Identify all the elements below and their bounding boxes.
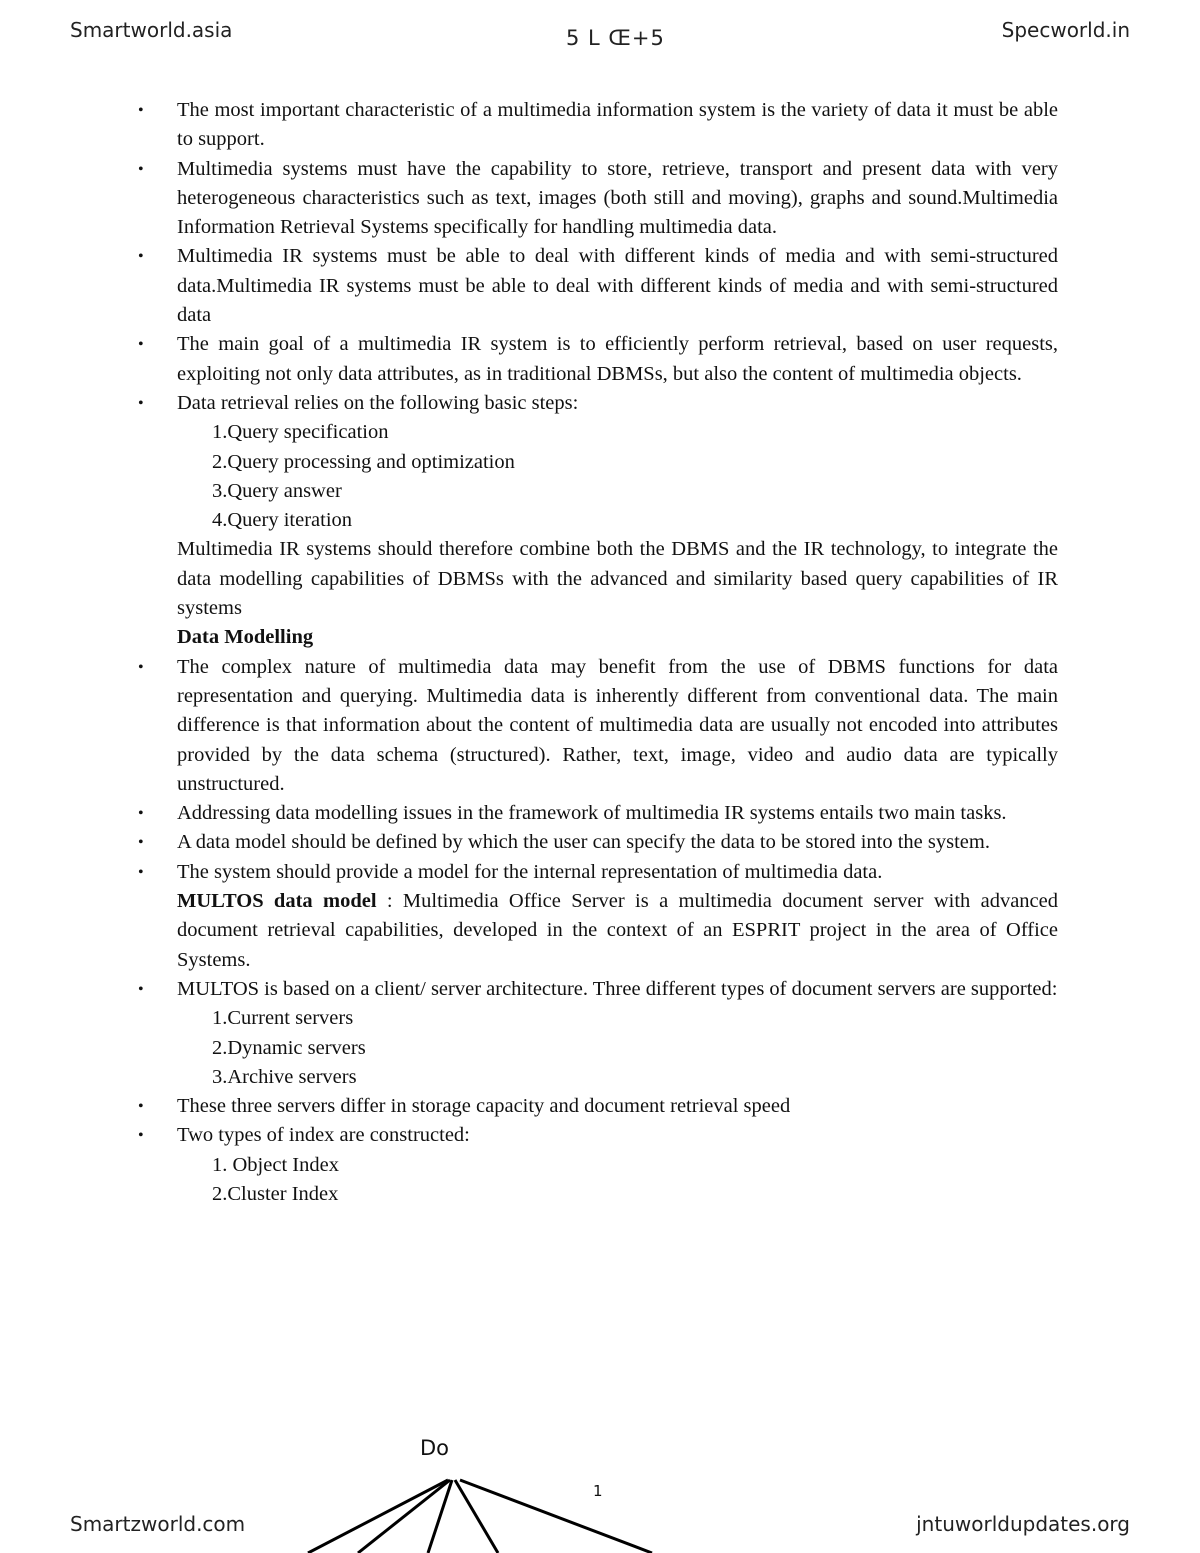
- bullet-item: • The main goal of a multimedia IR system is to efficiently perform retrieval, based on user requests, exploiting not only data attributes, as in traditional DBMSs, but also the content of multimedia objects.: [138, 330, 1058, 389]
- multos-paragraph: [138, 887, 1058, 975]
- bullet-item: • A data model should be defined by which the user can specify the data to be stored into the system.: [138, 828, 1058, 857]
- server-item: 1.Current servers: [212, 1007, 354, 1030]
- bullet-item: • The complex nature of multimedia data may benefit from the use of DBMS functions for data representation and querying. Multimedia data is inherently different from conventional data. The main difference is that information about the content of multimedia data are usually not encoded into attributes provided by the data schema (structured). Rather, text, image, video and audio data are typically unstructured.: [138, 653, 1058, 799]
- bullet-icon: [138, 799, 177, 828]
- step-item: 3.Query answer: [212, 479, 342, 502]
- diagram-root-label: Do: [420, 1436, 450, 1460]
- multos-label: MULTOS data model: [177, 890, 377, 913]
- bullet-icon: [138, 828, 177, 857]
- bullet-icon: [138, 975, 177, 1004]
- bullet-item: • Data retrieval relies on the following basic steps:: [138, 389, 1058, 418]
- diagram-edge: [358, 1480, 450, 1553]
- index-item: 2.Cluster Index: [212, 1182, 339, 1205]
- bullet-icon: [138, 1092, 177, 1121]
- bullet-icon: [138, 389, 177, 418]
- diagram-tree-lines: [300, 1470, 680, 1553]
- section-heading: Data Modelling: [177, 626, 314, 649]
- diagram-edge: [460, 1480, 652, 1553]
- footer-left-site: Smartzworld.com: [70, 1512, 246, 1536]
- bullet-icon: [138, 330, 177, 389]
- document-body: [138, 96, 1058, 1209]
- bullet-item: • Two types of index are constructed:: [138, 1121, 1058, 1150]
- server-item: 2.Dynamic servers: [212, 1036, 366, 1059]
- index-item: 1. Object Index: [212, 1153, 339, 1176]
- bullet-icon: [138, 858, 177, 887]
- step-item: 1.Query specification: [212, 421, 389, 444]
- bullet-item: • These three servers differ in storage capacity and document retrieval speed: [138, 1092, 1058, 1121]
- server-item: 3.Archive servers: [212, 1065, 357, 1088]
- step-item: 4.Query iteration: [212, 509, 353, 532]
- combine-paragraph: Multimedia IR systems should therefore combine both the DBMS and the IR technology, to integrate the data modelling capabilities of DBMSs with the advanced and similarity based query capabilities of IR systems: [177, 538, 1058, 620]
- footer-right-site: jntuworldupdates.org: [916, 1512, 1130, 1536]
- bullet-icon: [138, 96, 177, 155]
- header-left-site: Smartworld.asia: [70, 18, 233, 42]
- bullet-icon: [138, 155, 177, 243]
- header-right-site: Specworld.in: [1001, 18, 1130, 42]
- bullet-item: • The system should provide a model for the internal representation of multimedia data.: [138, 858, 1058, 887]
- bullet-icon: [138, 1121, 177, 1150]
- bullet-item: • MULTOS is based on a client/ server architecture. Three different types of document servers are supported:: [138, 975, 1058, 1004]
- bullet-item: • Addressing data modelling issues in the framework of multimedia IR systems entails two main tasks.: [138, 799, 1058, 828]
- bullet-icon: [138, 653, 177, 799]
- bullet-item: • The most important characteristic of a multimedia information system is the variety of data it must be able to support.: [138, 96, 1058, 155]
- multos-text: : Multimedia Office Server is a multimedia document server with advanced document retrieval capabilities, developed in the context of an ESPRIT project in the area of Office Systems.: [177, 890, 1058, 971]
- diagram-edge: [308, 1480, 448, 1553]
- diagram-edge: [428, 1480, 452, 1553]
- bullet-item: • Multimedia IR systems must be able to deal with different kinds of media and with semi-structured data.Multimedia IR systems must be able to deal with different kinds of media and with semi-structured data: [138, 242, 1058, 330]
- page-number: 1: [593, 1482, 603, 1500]
- step-item: 2.Query processing and optimization: [212, 450, 515, 473]
- header-center-title: 5 L Œ+5: [566, 26, 665, 50]
- bullet-item: • Multimedia systems must have the capability to store, retrieve, transport and present data with very heterogeneous characteristics such as text, images (both still and moving), graphs and sound.Multimedia Information Retrieval Systems specifically for handling multimedia data.: [138, 155, 1058, 243]
- bullet-icon: [138, 242, 177, 330]
